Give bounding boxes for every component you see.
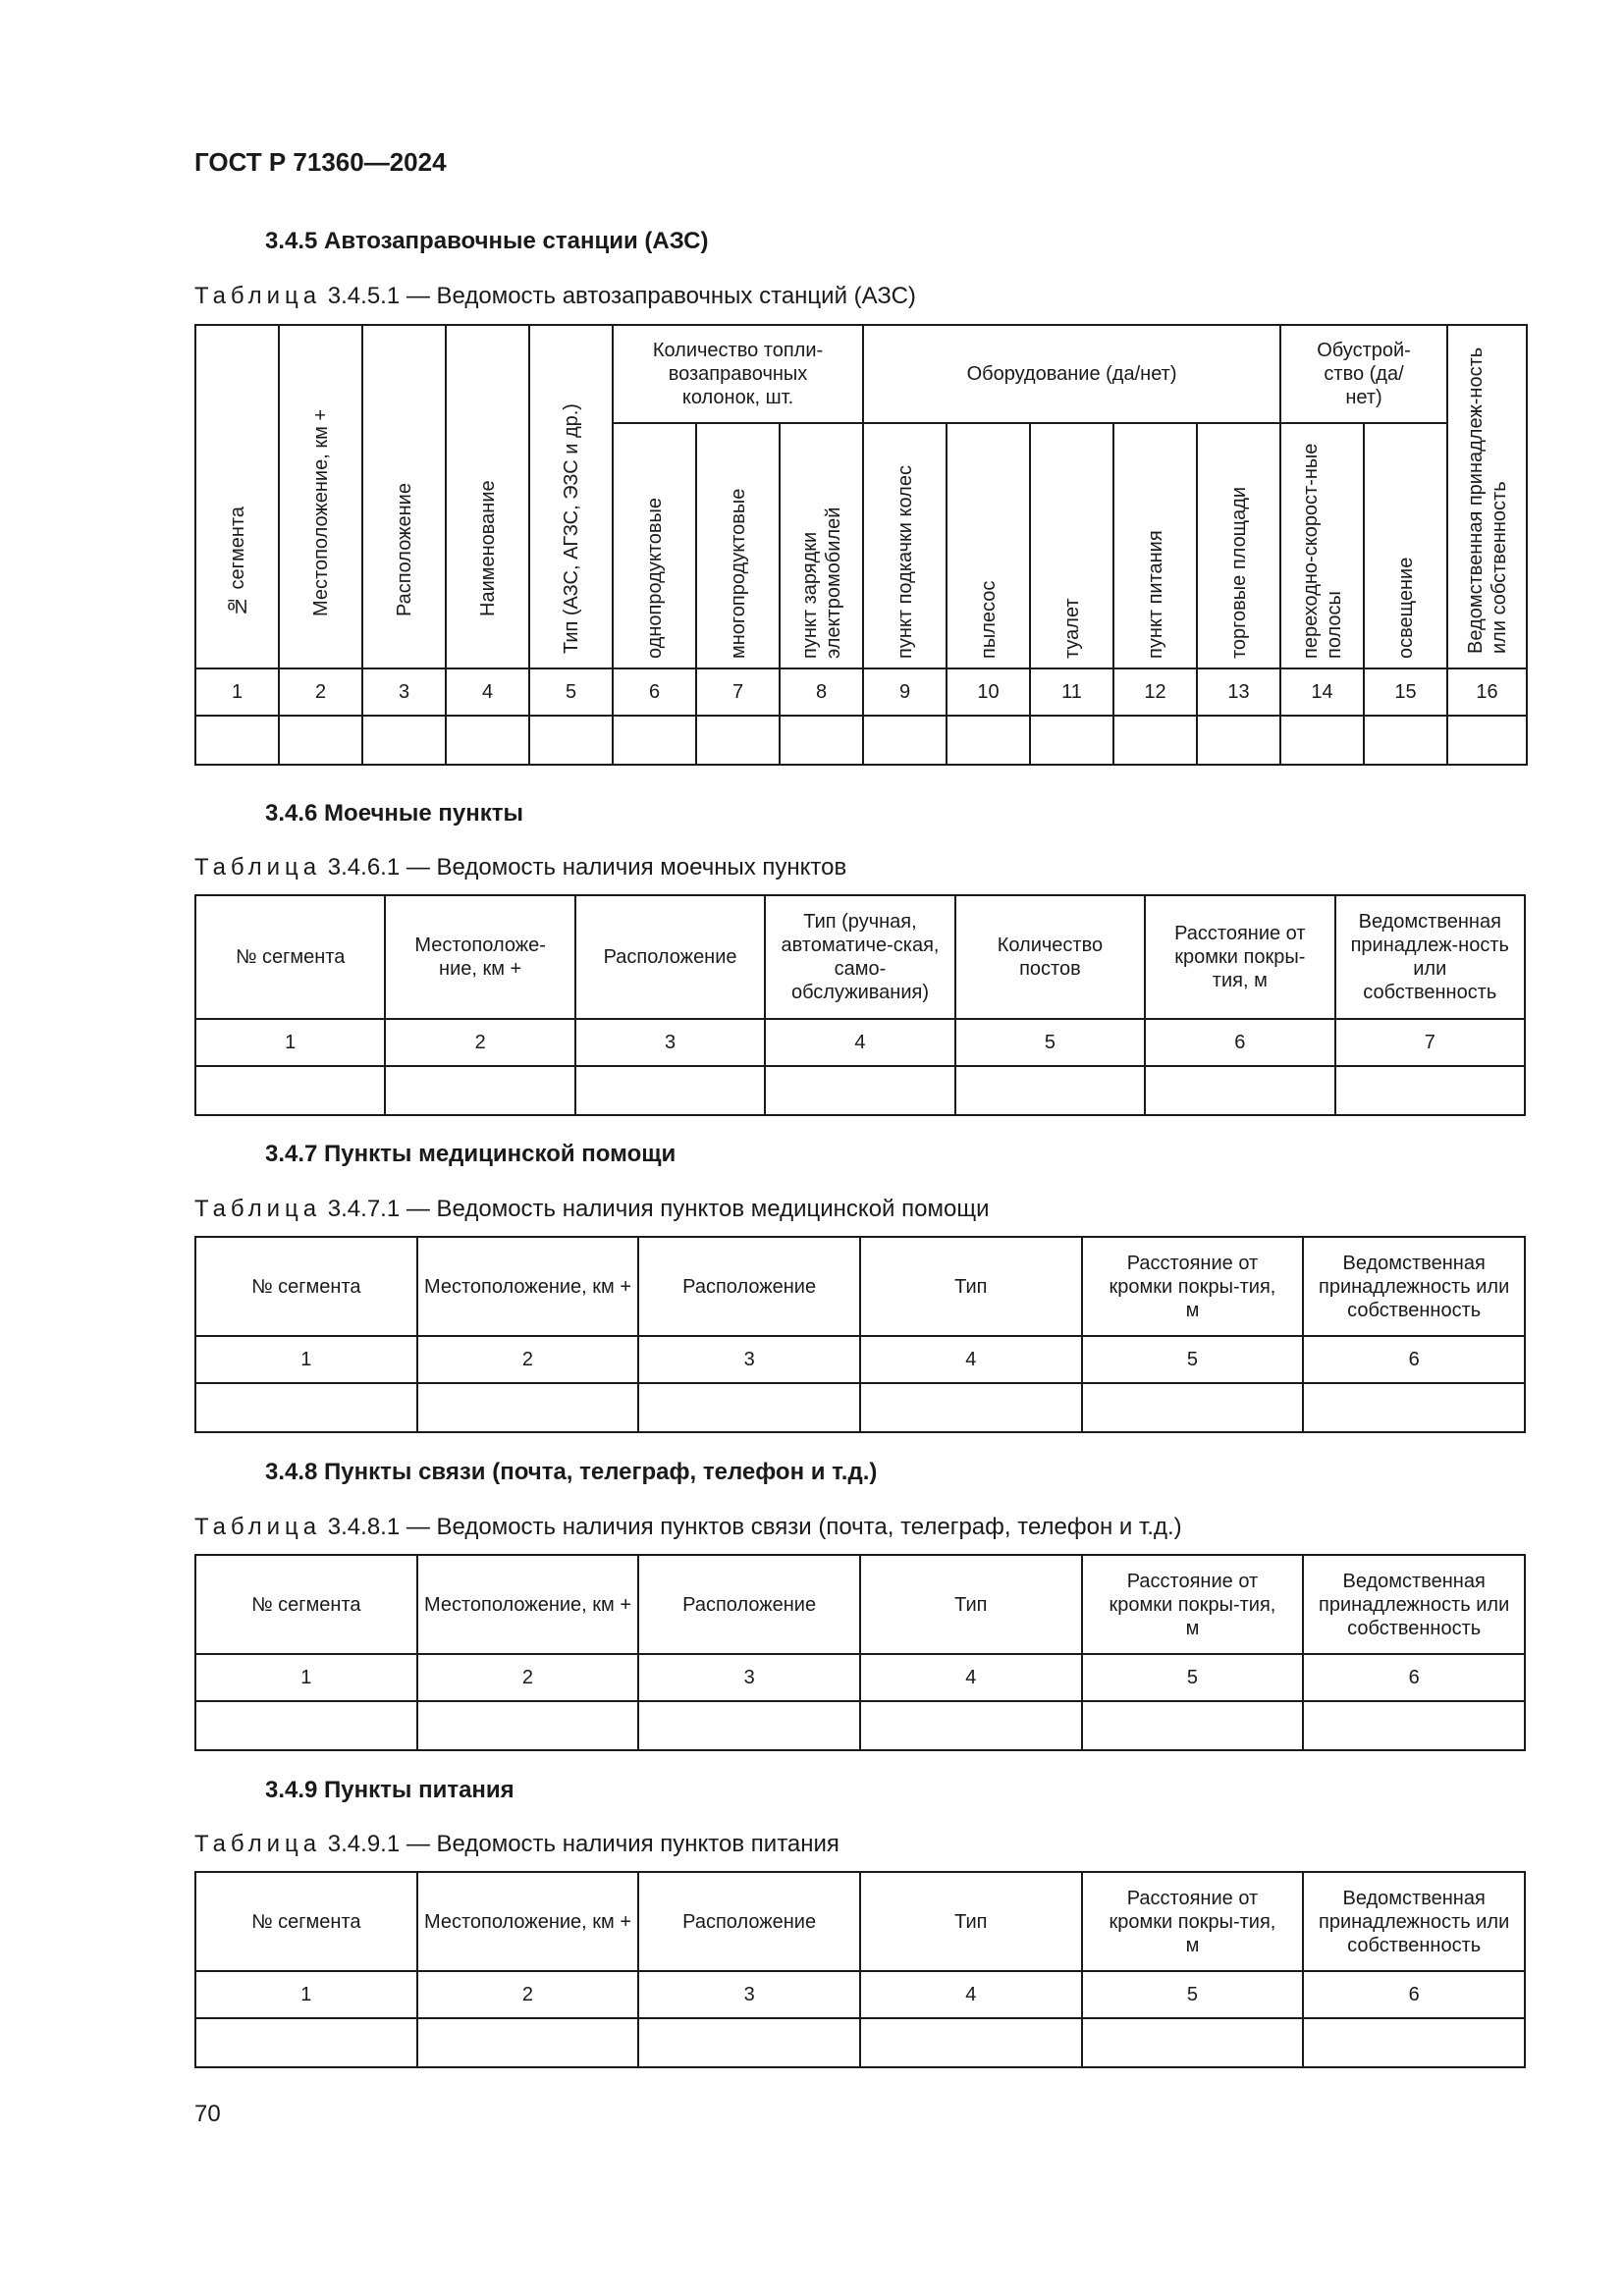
column-number: 1 <box>195 668 279 716</box>
header-food-point: пункт питания <box>1113 423 1197 668</box>
header-location-km: Местоположение, км + <box>417 1237 639 1336</box>
column-number: 2 <box>417 1654 639 1701</box>
header-tire-inflation: пункт подкачки колес <box>863 423 947 668</box>
header-dispensers-group: Количество топли-возаправочных колонок, шт. <box>613 325 863 423</box>
table-cell <box>1082 1701 1304 1750</box>
table-cell <box>696 716 780 765</box>
header-ownership: Ведомственная принадлеж-ность или собственность <box>1447 325 1527 668</box>
column-number: 15 <box>1364 668 1447 716</box>
column-number: 6 <box>1303 1971 1525 2018</box>
table-cell <box>1030 716 1113 765</box>
table-medical-points <box>194 1236 1526 1433</box>
column-number-row <box>195 1971 1525 2018</box>
header-position: Расположение <box>575 895 765 1019</box>
table-communication-points <box>194 1554 1526 1751</box>
column-number: 9 <box>863 668 947 716</box>
table-cell <box>529 716 613 765</box>
header-location-km: Местоположе-ние, км + <box>385 895 574 1019</box>
table-cell <box>860 2018 1082 2067</box>
column-number: 4 <box>446 668 529 716</box>
table-row <box>195 716 1527 765</box>
table-cell <box>947 716 1030 765</box>
column-number: 5 <box>1082 1654 1304 1701</box>
table-cell <box>1303 2018 1525 2067</box>
table-cell <box>638 1701 860 1750</box>
header-position: Расположение <box>362 325 446 668</box>
column-number: 2 <box>385 1019 574 1066</box>
table-cell <box>195 716 279 765</box>
header-single-product: однопродуктовые <box>613 423 696 668</box>
column-number: 14 <box>1280 668 1364 716</box>
table-cell <box>863 716 947 765</box>
table-car-washes <box>194 894 1526 1116</box>
column-number: 6 <box>1303 1336 1525 1383</box>
header-distance: Расстояние от кромки покры-тия, м <box>1082 1237 1304 1336</box>
header-ownership: Ведомственная принадлежность или собственность <box>1303 1872 1525 1971</box>
header-position: Расположение <box>638 1872 860 1971</box>
header-ownership: Ведомственная принадлежность или собственность <box>1303 1555 1525 1654</box>
table-row <box>195 1701 1525 1750</box>
column-number: 11 <box>1030 668 1113 716</box>
table-cell <box>780 716 863 765</box>
header-distance: Расстояние от кромки покры-тия, м <box>1082 1872 1304 1971</box>
header-speed-lanes: переходно-скорост-ные полосы <box>1280 423 1364 668</box>
column-number: 2 <box>279 668 362 716</box>
caption-label: Таблица <box>194 1514 322 1540</box>
table-cell <box>195 2018 417 2067</box>
header-segment: № сегмента <box>195 1555 417 1654</box>
table-caption-3-4-5-1 <box>194 283 916 310</box>
caption-text: 3.4.6.1 — Ведомость наличия моечных пунктов <box>327 854 847 881</box>
table-cell <box>1364 716 1447 765</box>
header-type: Тип <box>860 1555 1082 1654</box>
caption-label: Таблица <box>194 283 322 309</box>
table-cell <box>1197 716 1280 765</box>
section-title-3-4-8: 3.4.8 Пункты связи (почта, телеграф, телефон и т.д.) <box>265 1459 878 1485</box>
column-number-row <box>195 668 1527 716</box>
header-type: Тип <box>860 1872 1082 1971</box>
header-lighting: освещение <box>1364 423 1447 668</box>
column-number: 5 <box>1082 1971 1304 2018</box>
column-number: 1 <box>195 1336 417 1383</box>
column-number: 5 <box>955 1019 1145 1066</box>
header-arrangement-group: Обустрой-ство (да/нет) <box>1280 325 1447 423</box>
table-cell <box>417 1701 639 1750</box>
table-cell <box>446 716 529 765</box>
column-number: 4 <box>860 1654 1082 1701</box>
column-number: 3 <box>362 668 446 716</box>
table-cell <box>955 1066 1145 1115</box>
header-segment: № сегмента <box>195 325 279 668</box>
column-number: 4 <box>765 1019 954 1066</box>
header-multi-product: многопродуктовые <box>696 423 780 668</box>
table-cell <box>860 1701 1082 1750</box>
header-location-km: Местоположение, км + <box>279 325 362 668</box>
column-number: 8 <box>780 668 863 716</box>
column-number-row <box>195 1019 1525 1066</box>
header-location-km: Местоположение, км + <box>417 1872 639 1971</box>
column-number: 3 <box>575 1019 765 1066</box>
column-number: 7 <box>696 668 780 716</box>
table-cell <box>1447 716 1527 765</box>
table-cell <box>385 1066 574 1115</box>
header-posts-count: Количество постов <box>955 895 1145 1019</box>
column-number: 12 <box>1113 668 1197 716</box>
table-cell <box>1082 2018 1304 2067</box>
header-type: Тип (ручная, автоматиче-ская, само-обслуживания) <box>765 895 954 1019</box>
column-number: 3 <box>638 1654 860 1701</box>
caption-text: 3.4.7.1 — Ведомость наличия пунктов медицинской помощи <box>327 1196 990 1222</box>
caption-label: Таблица <box>194 854 322 881</box>
column-number: 6 <box>613 668 696 716</box>
table-row <box>195 2018 1525 2067</box>
column-number: 6 <box>1303 1654 1525 1701</box>
caption-label: Таблица <box>194 1196 322 1222</box>
header-toilet: туалет <box>1030 423 1113 668</box>
header-distance: Расстояние от кромки покры-тия, м <box>1145 895 1334 1019</box>
table-cell <box>195 1066 385 1115</box>
column-number: 1 <box>195 1019 385 1066</box>
column-number: 2 <box>417 1971 639 2018</box>
column-number: 3 <box>638 1336 860 1383</box>
table-cell <box>1082 1383 1304 1432</box>
table-caption-3-4-9-1 <box>194 1831 839 1858</box>
column-number: 6 <box>1145 1019 1334 1066</box>
header-segment: № сегмента <box>195 1237 417 1336</box>
column-number: 1 <box>195 1971 417 2018</box>
section-title-3-4-6: 3.4.6 Моечные пункты <box>265 800 523 827</box>
table-fuel-stations <box>194 324 1528 766</box>
header-retail-area: торговые площади <box>1197 423 1280 668</box>
table-cell <box>638 1383 860 1432</box>
table-cell <box>195 1701 417 1750</box>
column-number: 16 <box>1447 668 1527 716</box>
column-number: 13 <box>1197 668 1280 716</box>
header-position: Расположение <box>638 1237 860 1336</box>
table-cell <box>1303 1383 1525 1432</box>
table-cell <box>417 2018 639 2067</box>
table-cell <box>765 1066 954 1115</box>
header-location-km: Местоположение, км + <box>417 1555 639 1654</box>
caption-text: 3.4.5.1 — Ведомость автозаправочных станций (АЗС) <box>327 283 916 309</box>
document-header: ГОСТ Р 71360—2024 <box>194 147 447 177</box>
table-cell <box>575 1066 765 1115</box>
column-number-row <box>195 1336 1525 1383</box>
column-number: 4 <box>860 1971 1082 2018</box>
header-type: Тип <box>860 1237 1082 1336</box>
header-type: Тип (АЗС, АГЗС, ЭЗС и др.) <box>529 325 613 668</box>
header-name: Наименование <box>446 325 529 668</box>
column-number: 2 <box>417 1336 639 1383</box>
table-cell <box>417 1383 639 1432</box>
column-number: 3 <box>638 1971 860 2018</box>
header-distance: Расстояние от кромки покры-тия, м <box>1082 1555 1304 1654</box>
header-equipment-group: Оборудование (да/нет) <box>863 325 1280 423</box>
table-food-points <box>194 1871 1526 2068</box>
section-title-3-4-5: 3.4.5 Автозаправочные станции (АЗС) <box>265 228 709 254</box>
table-cell <box>613 716 696 765</box>
caption-label: Таблица <box>194 1831 322 1857</box>
table-cell <box>1113 716 1197 765</box>
header-vacuum: пылесос <box>947 423 1030 668</box>
caption-text: 3.4.8.1 — Ведомость наличия пунктов связи (почта, телеграф, телефон и т.д.) <box>327 1514 1182 1540</box>
header-segment: № сегмента <box>195 895 385 1019</box>
caption-text: 3.4.9.1 — Ведомость наличия пунктов питания <box>327 1831 839 1857</box>
table-cell <box>1280 716 1364 765</box>
table-row <box>195 1383 1525 1432</box>
table-cell <box>1303 1701 1525 1750</box>
column-number: 4 <box>860 1336 1082 1383</box>
table-row <box>195 1066 1525 1115</box>
header-segment: № сегмента <box>195 1872 417 1971</box>
page-number: 70 <box>194 2101 221 2127</box>
header-ownership: Ведомственная принадлеж-ность или собственность <box>1335 895 1525 1019</box>
table-cell <box>1335 1066 1525 1115</box>
column-number-row <box>195 1654 1525 1701</box>
section-title-3-4-9: 3.4.9 Пункты питания <box>265 1777 514 1803</box>
table-caption-3-4-8-1 <box>194 1514 1182 1541</box>
table-cell <box>860 1383 1082 1432</box>
column-number: 1 <box>195 1654 417 1701</box>
column-number: 5 <box>529 668 613 716</box>
header-ev-charging: пункт зарядки электромобилей <box>780 423 863 668</box>
table-cell <box>638 2018 860 2067</box>
table-cell <box>1145 1066 1334 1115</box>
table-caption-3-4-7-1 <box>194 1196 989 1223</box>
table-cell <box>279 716 362 765</box>
column-number: 7 <box>1335 1019 1525 1066</box>
table-cell <box>362 716 446 765</box>
section-title-3-4-7: 3.4.7 Пункты медицинской помощи <box>265 1141 677 1167</box>
column-number: 10 <box>947 668 1030 716</box>
header-ownership: Ведомственная принадлежность или собственность <box>1303 1237 1525 1336</box>
column-number: 5 <box>1082 1336 1304 1383</box>
table-cell <box>195 1383 417 1432</box>
header-position: Расположение <box>638 1555 860 1654</box>
table-caption-3-4-6-1 <box>194 854 846 881</box>
